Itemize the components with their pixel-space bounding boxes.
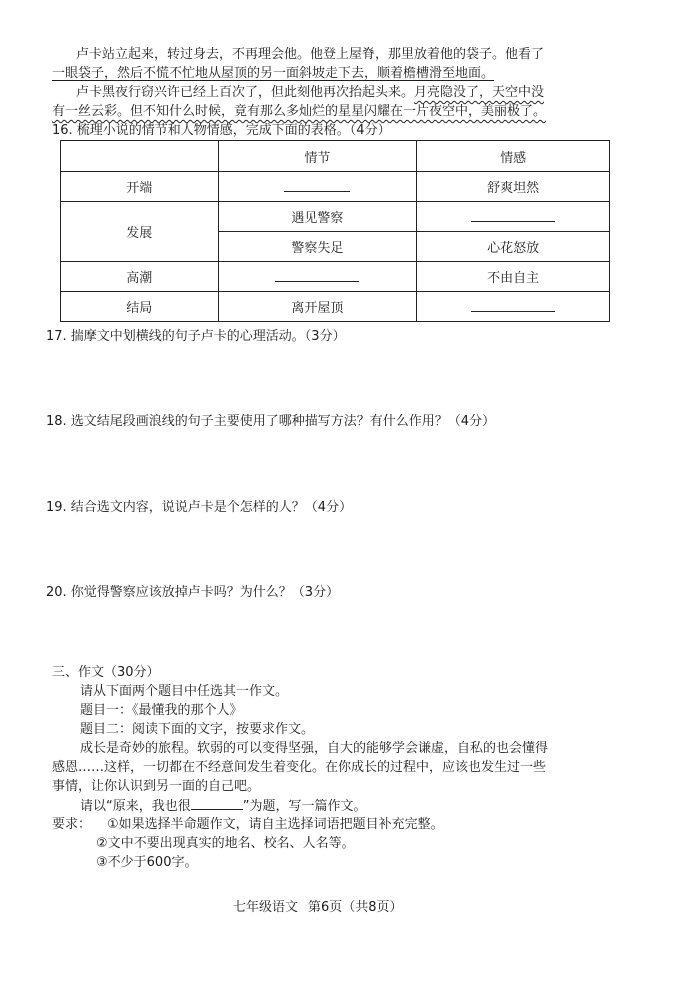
plot-cell: 遇见警察 bbox=[218, 202, 417, 232]
plot-cell: 警察失足 bbox=[218, 232, 417, 262]
title-suffix: ”为题，写一篇作文。 bbox=[242, 799, 367, 814]
table-row bbox=[61, 262, 610, 292]
question-17: 17. 揣摩文中划横线的句子卢卡的心理活动。（3分） bbox=[46, 329, 346, 344]
table-header-emotion: 情感 bbox=[417, 141, 610, 172]
stage-cell: 发展 bbox=[61, 202, 219, 262]
question-19: 19. 结合选文内容，说说卢卡是个怎样的人？（4分） bbox=[46, 500, 353, 515]
stage-cell: 高潮 bbox=[61, 262, 219, 292]
plot-cell: 离开屋顶 bbox=[218, 292, 417, 322]
emotion-answer-blank[interactable] bbox=[417, 292, 610, 322]
stage-cell: 结局 bbox=[61, 292, 219, 322]
footer-subject: 七年级语文 bbox=[233, 900, 299, 915]
emotion-cell: 心花怒放 bbox=[417, 232, 610, 262]
requirement-item: ②文中不要出现真实的地名、校名、人名等。 bbox=[96, 836, 355, 851]
plot-emotion-table bbox=[60, 140, 610, 322]
emotion-cell: 舒爽坦然 bbox=[417, 172, 610, 202]
stage-cell: 开端 bbox=[61, 172, 219, 202]
question-20: 20. 你觉得警察应该放掉卢卡吗？为什么？（3分） bbox=[46, 585, 340, 600]
essay-material-line: 事情，让你认识到另一面的自己吧。 bbox=[52, 779, 261, 794]
table-row bbox=[61, 202, 610, 232]
essay-heading: 三、作文（30分） bbox=[52, 665, 160, 680]
table-header-plot: 情节 bbox=[218, 141, 417, 172]
essay-topic-2: 题目二：阅读下面的文字，按要求作文。 bbox=[80, 722, 315, 737]
passage-line-underlined: 一眼袋子，然后不慌不忙地从屋顶的另一面斜坡走下去，顺着檐槽滑至地面。 bbox=[52, 66, 495, 81]
answer-line[interactable] bbox=[284, 181, 350, 192]
passage-line bbox=[76, 85, 544, 101]
passage-line-wavy: 有一丝云彩。但不知什么时候，竟有那么多灿烂的星星闪耀在一片夜空中，美丽极了。 bbox=[52, 104, 547, 119]
table-row bbox=[61, 172, 610, 202]
answer-line[interactable] bbox=[275, 271, 359, 282]
answer-line[interactable] bbox=[471, 211, 555, 222]
emotion-answer-blank[interactable] bbox=[417, 202, 610, 232]
emotion-cell: 不由自主 bbox=[417, 262, 610, 292]
title-prefix: 请以“原来，我也很 bbox=[80, 799, 191, 814]
table-header-row bbox=[61, 141, 610, 172]
requirements-label: 要求： bbox=[52, 817, 92, 832]
table-row bbox=[61, 292, 610, 322]
question-18: 18. 选文结尾段画浪线的句子主要使用了哪种描写方法？有什么作用？（4分） bbox=[46, 414, 496, 429]
essay-material-line: 成长是奇妙的旅程。软弱的可以变得坚强，自大的能够学会谦虚，自私的也会懂得 bbox=[80, 741, 549, 756]
passage-line: 卢卡站立起来，转过身去，不再理会他。他登上屋脊，那里放着他的袋子。他看了 bbox=[76, 47, 545, 62]
essay-title-prompt bbox=[80, 798, 367, 815]
footer-page-number: 第6页（共8页） bbox=[308, 900, 403, 915]
page-footer bbox=[233, 900, 403, 916]
essay-material-line: 感恩……这样，一切都在不经意间发生着变化。在你成长的过程中，应该也发生过一些 bbox=[52, 760, 547, 775]
title-blank[interactable] bbox=[191, 798, 243, 810]
plot-answer-blank[interactable] bbox=[218, 262, 417, 292]
passage-text: 卢卡黑夜行窃兴许已经上百次了，但此刻他再次抬起头来。 bbox=[76, 85, 415, 100]
plot-answer-blank[interactable] bbox=[218, 172, 417, 202]
passage-text-wavy: 月亮隐没了，天空中没 bbox=[414, 85, 545, 100]
essay-instruction: 请从下面两个题目中任选其一作文。 bbox=[80, 684, 289, 699]
requirement-item: ①如果选择半命题作文，请自主选择词语把题目补充完整。 bbox=[107, 817, 444, 832]
question-16: 16. 梳理小说的情节和人物情感，完成下面的表格。（4分） bbox=[52, 123, 391, 138]
essay-topic-1: 题目一：《最懂我的那个人》 bbox=[80, 703, 243, 718]
answer-line[interactable] bbox=[471, 301, 555, 312]
table-corner-cell bbox=[61, 141, 219, 172]
requirement-item: ③不少于600字。 bbox=[96, 855, 198, 870]
essay-requirements bbox=[52, 817, 444, 833]
